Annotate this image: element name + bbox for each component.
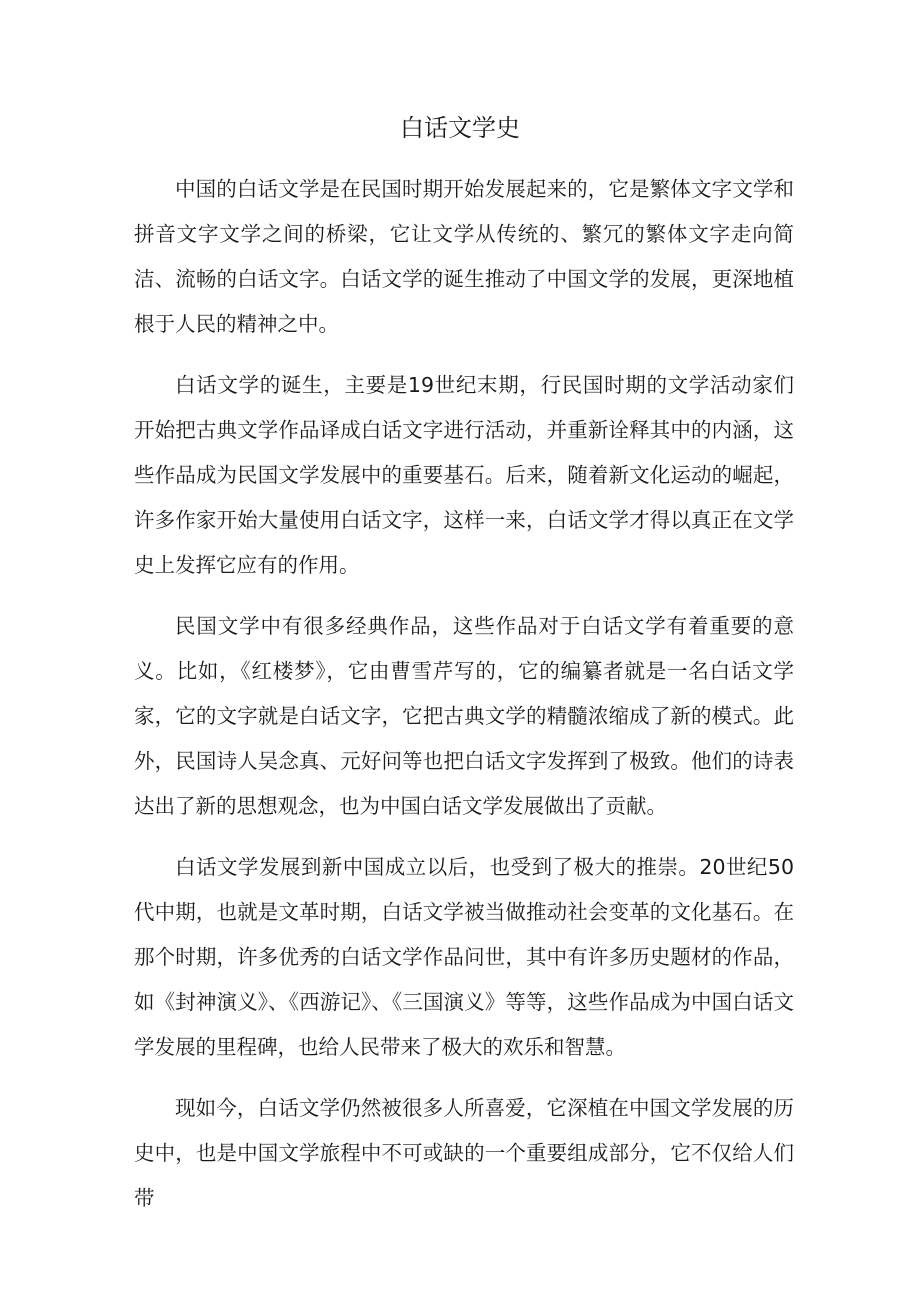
paragraph-4: 白话文学发展到新中国成立以后，也受到了极大的推崇。20世纪50代中期，也就是文革时期，白话文学被当做推动社会变革的文化基石。在那个时期，许多优秀的白话文学作品问世，其中有许多历史题材的作品，如《封神演义》、《西游记》、《三国演义》等等，这些作品成为中国白话文学发展的里程碑，也给人民带来了极大的欢乐和智慧。 bbox=[134, 855, 794, 1059]
paragraph-1: 中国的白话文学是在民国时期开始发展起来的，它是繁体文字文学和拼音文字文学之间的桥梁，它让文学从传统的、繁冗的繁体文字走向简洁、流畅的白话文字。白话文学的诞生推动了中国文学的发展，更深地植根于人民的精神之中。 bbox=[134, 177, 794, 336]
paragraph-2: 白话文学的诞生，主要是19世纪末期，行民国时期的文学活动家们开始把古典文学作品译成白话文字进行活动，并重新诠释其中的内涵，这些作品成为民国文学发展中的重要基石。后来，随着新文化运动的崛起，许多作家开始大量使用白话文字，这样一来，白话文学才得以真正在文学史上发挥它应有的作用。 bbox=[134, 373, 794, 577]
paragraph-5: 现如今，白话文学仍然被很多人所喜爱，它深植在中国文学发展的历史中，也是中国文学旅程中不可或缺的一个重要组成部分，它不仅给人们带 bbox=[134, 1096, 794, 1210]
document-body bbox=[134, 167, 794, 1237]
document-title: 白话文学史 bbox=[400, 114, 520, 142]
paragraph-3: 民国文学中有很多经典作品，这些作品对于白话文学有着重要的意义。比如，《红楼梦》，它由曹雪芹写的，它的编纂者就是一名白话文学家，它的文字就是白话文字，它把古典文学的精髓浓缩成了新的模式。此外，民国诗人吴念真、元好问等也把白话文字发挥到了极致。他们的诗表达出了新的思想观念，也为中国白话文学发展做出了贡献。 bbox=[134, 614, 794, 818]
